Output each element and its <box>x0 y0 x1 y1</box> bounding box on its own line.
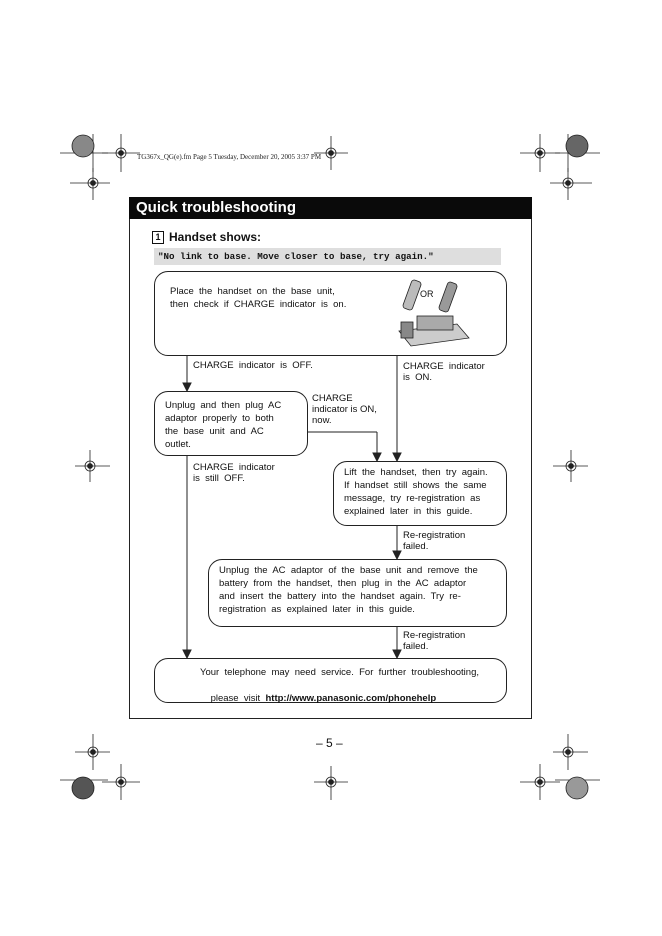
label-on-now-line3: now. <box>312 415 332 426</box>
box4-line1: Unplug the AC adaptor of the base unit and remove the <box>219 565 478 576</box>
box5-line1: Your telephone may need service. For further troubleshooting, <box>200 667 480 678</box>
step-number: 1 <box>152 231 164 244</box>
label-rereg1-line1: Re-registration <box>403 530 466 541</box>
label-charge-on-line2: is ON. <box>403 372 433 383</box>
print-header: TG367x_QG(e).fm Page 5 Tuesday, December 20, 2005 3:37 PM <box>137 153 322 161</box>
page-number: – 5 – <box>316 736 343 750</box>
box3-line2: If handset still shows the same <box>344 480 487 491</box>
phone-base-illustration-icon <box>387 276 502 351</box>
label-rereg2-line1: Re-registration <box>403 630 466 641</box>
box4-line2: battery from the handset, then plug in the AC adaptor <box>219 578 467 589</box>
step-box-service <box>154 658 507 703</box>
page-title: Quick troubleshooting <box>136 199 296 216</box>
box2-line4: outlet. <box>165 439 191 450</box>
display-message: "No link to base. Move closer to base, try again." <box>154 248 501 265</box>
label-still-off-line1: CHARGE indicator <box>193 462 275 473</box>
box5-line2 <box>200 679 436 718</box>
label-rereg1-line2: failed. <box>403 541 429 552</box>
label-on-now-line2: indicator is ON, <box>312 404 377 415</box>
box3-line4: explained later in this guide. <box>344 506 473 517</box>
box4-line4: registration as explained later in this guide. <box>219 604 415 615</box>
box2-line3: the base unit and AC <box>165 426 264 437</box>
or-label: OR <box>420 289 434 299</box>
box2-line1: Unplug and then plug AC <box>165 400 282 411</box>
label-charge-on-line1: CHARGE indicator <box>403 361 485 372</box>
step-box-lift-handset <box>333 461 507 526</box>
step-heading-text: Handset shows: <box>169 230 262 244</box>
label-still-off-line2: is still OFF. <box>193 473 245 484</box>
label-on-now-line1: CHARGE <box>312 393 353 404</box>
step-box-replug-adaptor <box>154 391 308 456</box>
label-charge-off: CHARGE indicator is OFF. <box>193 360 313 371</box>
box3-line3: message, try re-registration as <box>344 493 481 504</box>
box1-line1: Place the handset on the base unit, <box>170 286 335 297</box>
box4-line3: and insert the battery into the handset again. Try re- <box>219 591 461 602</box>
label-rereg2-line2: failed. <box>403 641 429 652</box>
box1-line2: then check if CHARGE indicator is on. <box>170 299 347 310</box>
step-box-check-charge <box>154 271 507 356</box>
service-url-link[interactable]: http://www.panasonic.com/phonehelp <box>265 693 437 704</box>
box2-line2: adaptor properly to both <box>165 413 274 424</box>
box3-line1: Lift the handset, then try again. <box>344 467 488 478</box>
box5-line2-prefix: please visit <box>210 693 266 704</box>
step-box-unplug-battery <box>208 559 507 627</box>
